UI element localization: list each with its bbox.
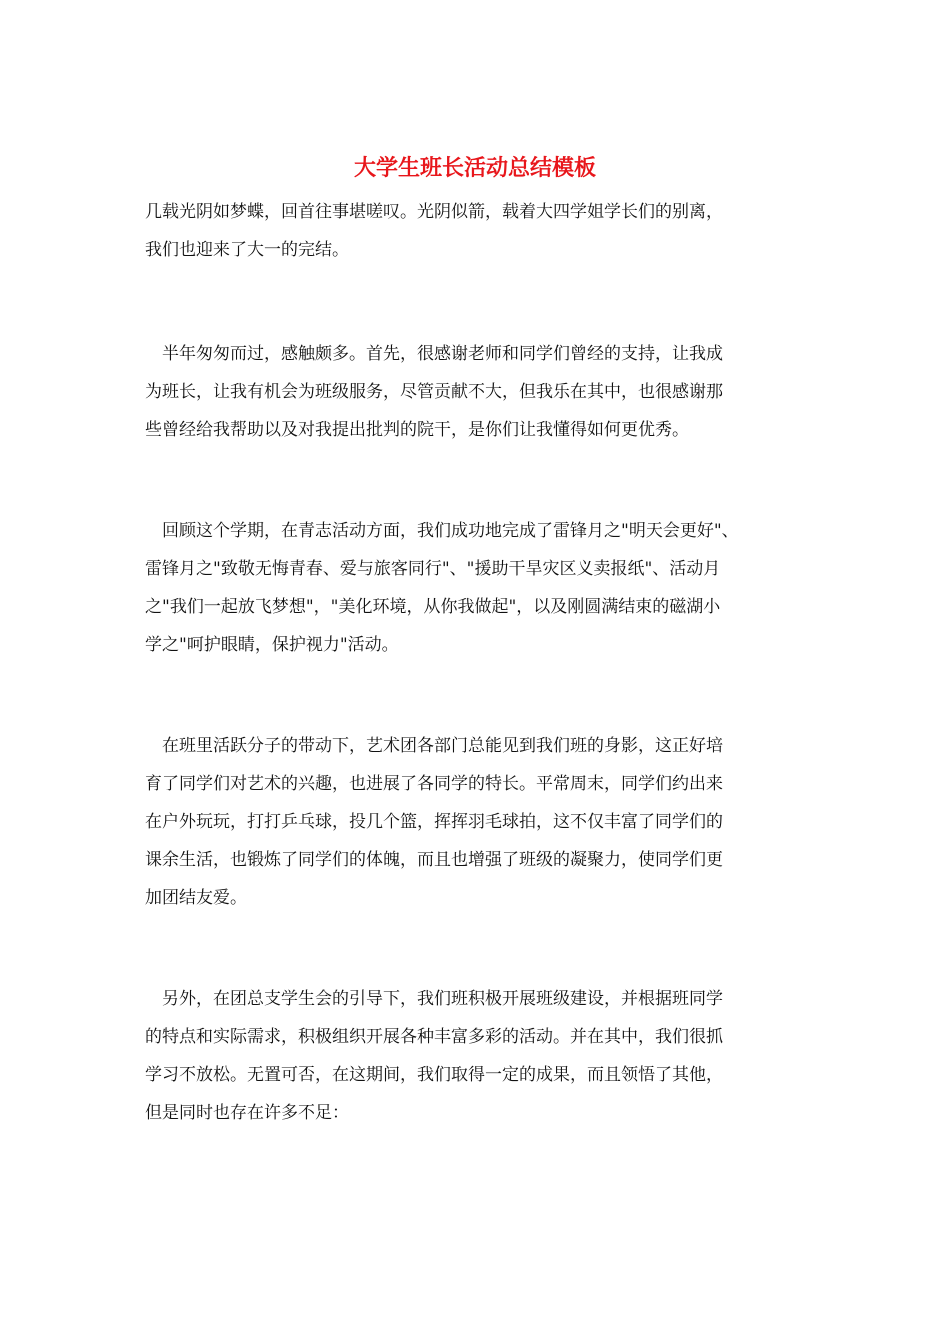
paragraph-line: 在班里活跃分子的带动下，艺术团各部门总能见到我们班的身影，这正好培 <box>145 736 723 756</box>
paragraph-line: 学之"呵护眼睛，保护视力"活动。 <box>145 635 399 655</box>
paragraph-line: 另外，在团总支学生会的引导下，我们班积极开展班级建设，并根据班同学 <box>145 989 723 1009</box>
paragraph-3 <box>145 512 739 664</box>
paragraph-line: 育了同学们对艺术的兴趣，也进展了各同学的特长。平常周末，同学们约出来 <box>145 774 723 794</box>
paragraph-5 <box>145 980 723 1132</box>
paragraph-line: 半年匆匆而过，感触颇多。首先，很感谢老师和同学们曾经的支持，让我成 <box>145 344 723 364</box>
paragraph-line: 为班长，让我有机会为班级服务，尽管贡献不大，但我乐在其中，也很感谢那 <box>145 382 723 402</box>
paragraph-line: 之"我们一起放飞梦想"，"美化环境，从你我做起"，以及刚圆满结束的磁湖小 <box>145 597 721 617</box>
paragraph-line: 在户外玩玩，打打乒乓球，投几个篮，挥挥羽毛球拍，这不仅丰富了同学们的 <box>145 812 723 832</box>
paragraph-line: 但是同时也存在许多不足： <box>145 1103 349 1123</box>
paragraph-1 <box>145 193 723 269</box>
paragraph-line: 我们也迎来了大一的完结。 <box>145 240 349 260</box>
paragraph-4 <box>145 727 723 917</box>
paragraph-line: 学习不放松。无置可否，在这期间，我们取得一定的成果，而且领悟了其他， <box>145 1065 723 1085</box>
paragraph-line: 回顾这个学期，在青志活动方面，我们成功地完成了雷锋月之"明天会更好"、 <box>145 521 739 541</box>
paragraph-line: 雷锋月之"致敬无悔青春、爱与旅客同行"、"援助干旱灾区义卖报纸"、活动月 <box>145 559 721 579</box>
paragraph-line: 加团结友爱。 <box>145 888 247 908</box>
paragraph-line: 的特点和实际需求，积极组织开展各种丰富多彩的活动。并在其中，我们很抓 <box>145 1027 723 1047</box>
paragraph-line: 课余生活，也锻炼了同学们的体魄，而且也增强了班级的凝聚力，使同学们更 <box>145 850 723 870</box>
paragraph-2 <box>145 335 723 449</box>
paragraph-line: 些曾经给我帮助以及对我提出批判的院干，是你们让我懂得如何更优秀。 <box>145 420 689 440</box>
document-title: 大学生班长活动总结模板 <box>353 155 596 181</box>
paragraph-line: 几载光阴如梦蝶，回首往事堪嗟叹。光阴似箭，载着大四学姐学长们的别离， <box>145 202 723 222</box>
